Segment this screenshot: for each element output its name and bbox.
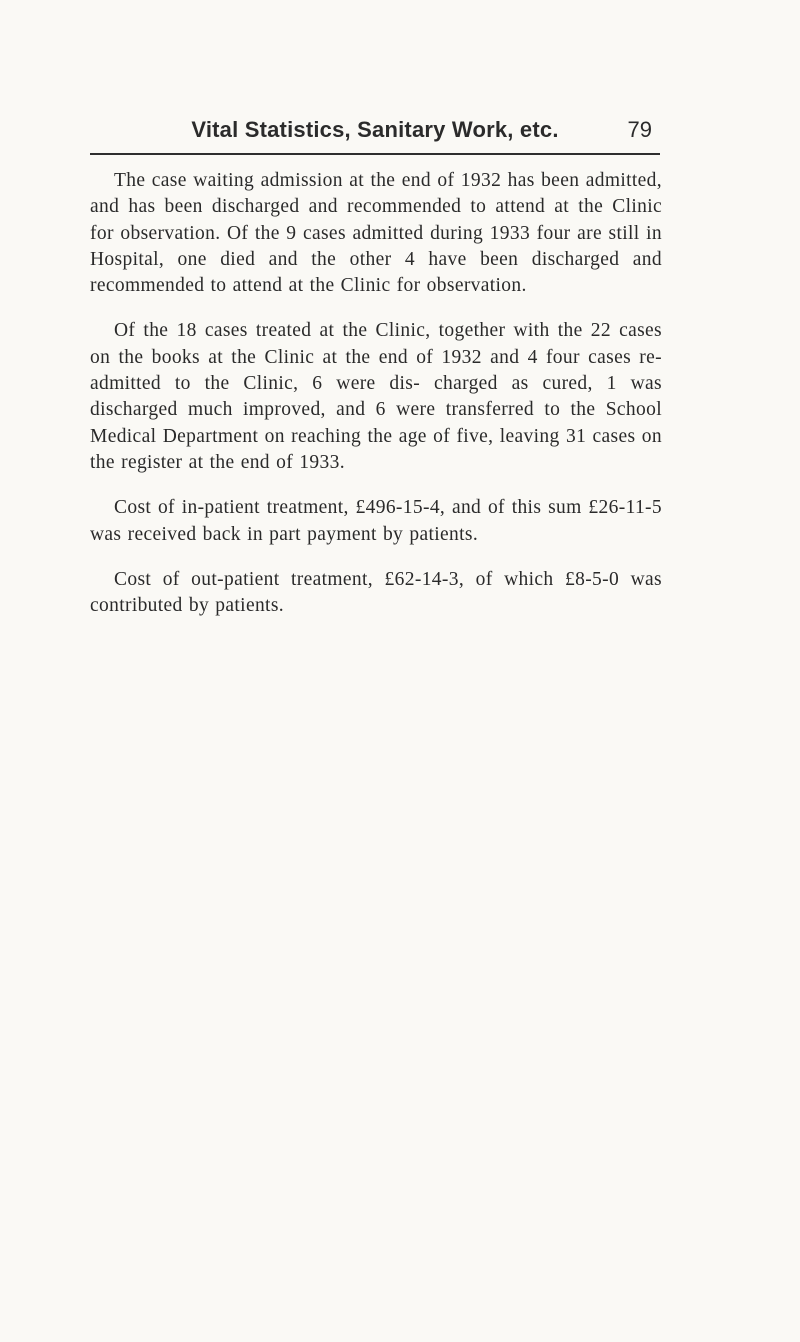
page-number: 79: [627, 117, 652, 142]
paragraph-clinic-cases: Of the 18 cases treated at the Clinic, together with the 22 cases on the books at the Clinic at the end of 1932 and 4 four cases re-admitted to the Clinic, 6 were dis- charged as cured, 1 was discharged much improved, and 6 were transferred to the School Medical Department on reaching the age of five, leaving 31 cases on the register at the end of 1933.: [90, 320, 662, 473]
body-text: [90, 168, 662, 638]
paragraph-case-waiting: The case waiting admission at the end of 1932 has been admitted, and has been discharged and recommended to attend at the Clinic for observation. Of the 9 cases admitted during 1933 four are still in Hospital, one died and the other 4 have been discharged and recommended to attend at the Clinic for observation.: [90, 170, 662, 297]
running-title: Vital Statistics, Sanitary Work, etc.: [191, 117, 559, 142]
paragraph-out-patient-cost: Cost of out-patient treatment, £62-14-3, of which £8-5-0 was contributed by patients.: [90, 568, 662, 617]
page-header: [90, 113, 660, 153]
paragraph-in-patient-cost: Cost of in-patient treatment, £496-15-4, and of this sum £26-11-5 was received back in part payment by patients.: [90, 497, 662, 545]
header-rule: [90, 153, 660, 155]
